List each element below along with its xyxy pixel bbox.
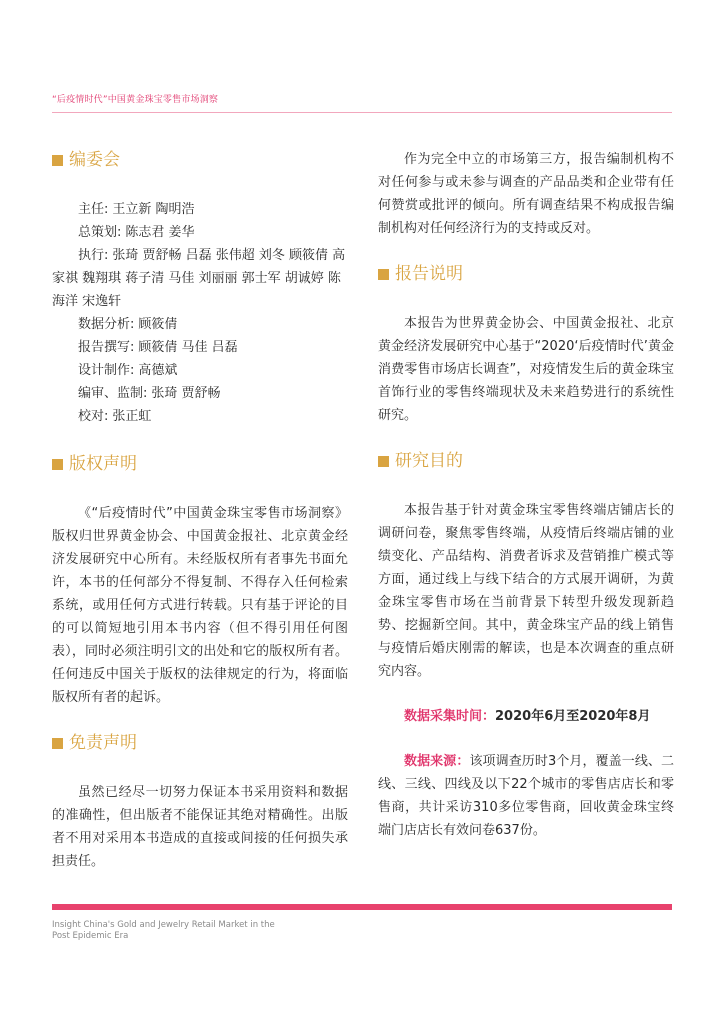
section-heading-editorial xyxy=(52,148,348,172)
collection-period xyxy=(378,705,674,728)
purpose-paragraph: 本报告基于针对黄金珠宝零售终端店铺店长的调研问卷，聚焦零售终端，从疫情后终端店铺的业绩变化、产品结构、消费者诉求及营销推广模式等方面，通过线上与线下结合的方式展开调研，为黄金珠宝零售市场在当前背景下转型升级发现新趋势、挖掘新空间。其中，黄金珠宝产品的线上销售与疫情后婚庆刚需的解读，也是本次调查的重点研究内容。 xyxy=(378,503,674,679)
credit-role: 报告撰写: xyxy=(78,340,135,355)
header-divider xyxy=(52,112,672,113)
credit-names: 顾筱倩 马佳 吕磊 xyxy=(138,340,238,355)
credit-names: 张琦 贾舒畅 xyxy=(151,386,221,401)
credit-role: 数据分析: xyxy=(78,317,135,332)
editorial-credits xyxy=(52,198,348,428)
section-title: 编委会 xyxy=(69,150,120,170)
credit-row xyxy=(52,221,348,244)
credit-role: 执行: xyxy=(78,248,109,263)
right-column xyxy=(378,148,674,842)
section-title: 版权声明 xyxy=(69,454,137,474)
section-title: 免责声明 xyxy=(69,733,137,753)
source-label: 数据来源： xyxy=(404,754,470,769)
report-note-paragraph: 本报告为世界黄金协会、中国黄金报社、北京黄金经济发展研究中心基于“2020‘后疫情时代’黄金消费零售市场店长调查”，对疫情发生后的黄金珠宝首饰行业的零售终端现状及未来趋势进行的系统性研究。 xyxy=(378,316,674,423)
section-heading-report-note xyxy=(378,262,674,286)
section-heading-purpose xyxy=(378,449,674,473)
credit-names: 陈志君 姜华 xyxy=(125,225,195,240)
bullet-square-icon xyxy=(52,738,63,749)
bullet-square-icon xyxy=(378,456,389,467)
credit-role: 编审、监制: xyxy=(78,386,148,401)
neutrality-paragraph: 作为完全中立的市场第三方，报告编制机构不对任何参与或未参与调查的产品品类和企业带有任何赞赏或批评的倾向。所有调查结果不构成报告编制机构对任何经济行为的支持或反对。 xyxy=(378,152,674,236)
collection-label: 数据采集时间： xyxy=(404,709,496,724)
credit-role: 设计制作: xyxy=(78,363,135,378)
bullet-square-icon xyxy=(378,269,389,280)
footer-bar xyxy=(52,904,672,910)
section-heading-disclaimer xyxy=(52,731,348,755)
credit-names: 高德斌 xyxy=(138,363,178,378)
section-title: 研究目的 xyxy=(395,451,463,471)
running-header: “后疫情时代”中国黄金珠宝零售市场洞察 xyxy=(52,95,219,105)
credit-role: 主任: xyxy=(78,202,109,217)
credit-names: 顾筱倩 xyxy=(138,317,178,332)
credit-row xyxy=(52,359,348,382)
credit-row xyxy=(52,198,348,221)
credit-row xyxy=(52,336,348,359)
copyright-paragraph: 《“后疫情时代”中国黄金珠宝零售市场洞察》版权归世界黄金协会、中国黄金报社、北京黄金经济发展研究中心所有。未经版权所有者事先书面允许，本书的任何部分不得复制、不得存入任何检索系统，或用任何方式进行转载。只有基于评论的目的可以简短地引用本书内容（但不得引用任何图表），同时必须注明引文的出处和它的版权所有者。任何违反中国关于版权的法律规定的行为，将面临版权所有者的起诉。 xyxy=(52,506,348,705)
footer-caption xyxy=(52,920,282,942)
credit-row xyxy=(52,382,348,405)
credit-role: 校对: xyxy=(78,409,109,424)
credit-row xyxy=(52,313,348,336)
credit-role: 总策划: xyxy=(78,225,122,240)
disclaimer-paragraph: 虽然已经尽一切努力保证本书采用资料和数据的准确性，但出版者不能保证其绝对精确性。出版者不用对采用本书造成的直接或间接的任何损失承担责任。 xyxy=(52,785,348,869)
data-source xyxy=(378,750,674,842)
left-column xyxy=(52,148,348,895)
footer-line: Insight China's Gold and Jewelry Retail Market in the xyxy=(52,920,275,930)
collection-value: 2020年6月至2020年8月 xyxy=(495,709,651,724)
bullet-square-icon xyxy=(52,459,63,470)
credit-names: 王立新 陶明浩 xyxy=(112,202,195,217)
section-heading-copyright xyxy=(52,452,348,476)
credit-row xyxy=(52,405,348,428)
footer-line: Post Epidemic Era xyxy=(52,931,129,941)
source-text: 该项调查历时3个月，覆盖一线、二线、三线、四线及以下22个城市的零售店店长和零售商，共计采访310多位零售商，回收黄金珠宝终端门店店长有效问卷637份。 xyxy=(378,754,674,838)
credit-row xyxy=(52,244,348,313)
bullet-square-icon xyxy=(52,155,63,166)
credit-names: 张琦 贾舒畅 吕磊 张伟超 刘冬 顾筱倩 高家祺 魏翔琪 蒋子清 马佳 刘丽丽 郭士军 胡诚婷 陈海洋 宋逸轩 xyxy=(52,248,346,309)
credit-names: 张正虹 xyxy=(112,409,152,424)
section-title: 报告说明 xyxy=(395,264,463,284)
